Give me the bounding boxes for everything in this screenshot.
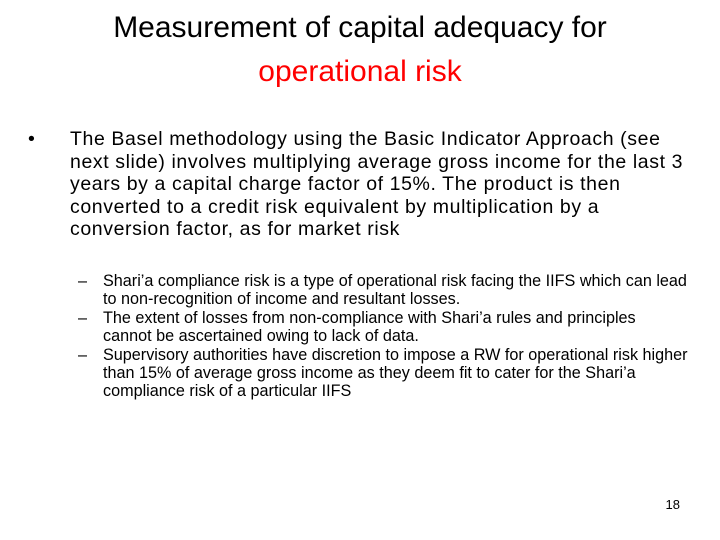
title-line-1: Measurement of capital adequacy for bbox=[113, 11, 607, 44]
sub-bullet-item bbox=[78, 346, 688, 401]
sub-bullet-item bbox=[78, 272, 688, 309]
bullet-marker: • bbox=[28, 128, 36, 150]
sub-bullet-marker: – bbox=[78, 345, 88, 364]
sub-bullet-text: Shari’a compliance risk is a type of operational risk facing the IIFS which can lead to non-recognition of income and resultant losses. bbox=[103, 272, 687, 309]
main-bullet-text: The Basel methodology using the Basic Indicator Approach (see next slide) involves multiplying average gross income for the last 3 years by a capital charge factor of 15%. The product is then converted to a credit risk equivalent by multiplication by a conversion factor, as for market risk bbox=[70, 128, 684, 240]
sub-bullet-item bbox=[78, 309, 688, 346]
sub-bullet-text: The extent of losses from non-compliance with Shari’a rules and principles cannot be ascertained owing to lack of data. bbox=[103, 308, 636, 346]
page-number: 18 bbox=[665, 497, 680, 512]
title-line-2: operational risk bbox=[258, 55, 462, 88]
main-bullet bbox=[28, 128, 688, 241]
sub-bullet-list bbox=[78, 272, 688, 401]
sub-bullet-marker: – bbox=[78, 308, 88, 327]
slide-title bbox=[20, 6, 700, 94]
sub-bullet-marker: – bbox=[78, 272, 88, 290]
sub-bullet-text: Supervisory authorities have discretion to impose a RW for operational risk higher than 15% of average gross income as they deem fit to cater for the Shari’a compliance risk of a particular IIFS bbox=[103, 345, 688, 401]
